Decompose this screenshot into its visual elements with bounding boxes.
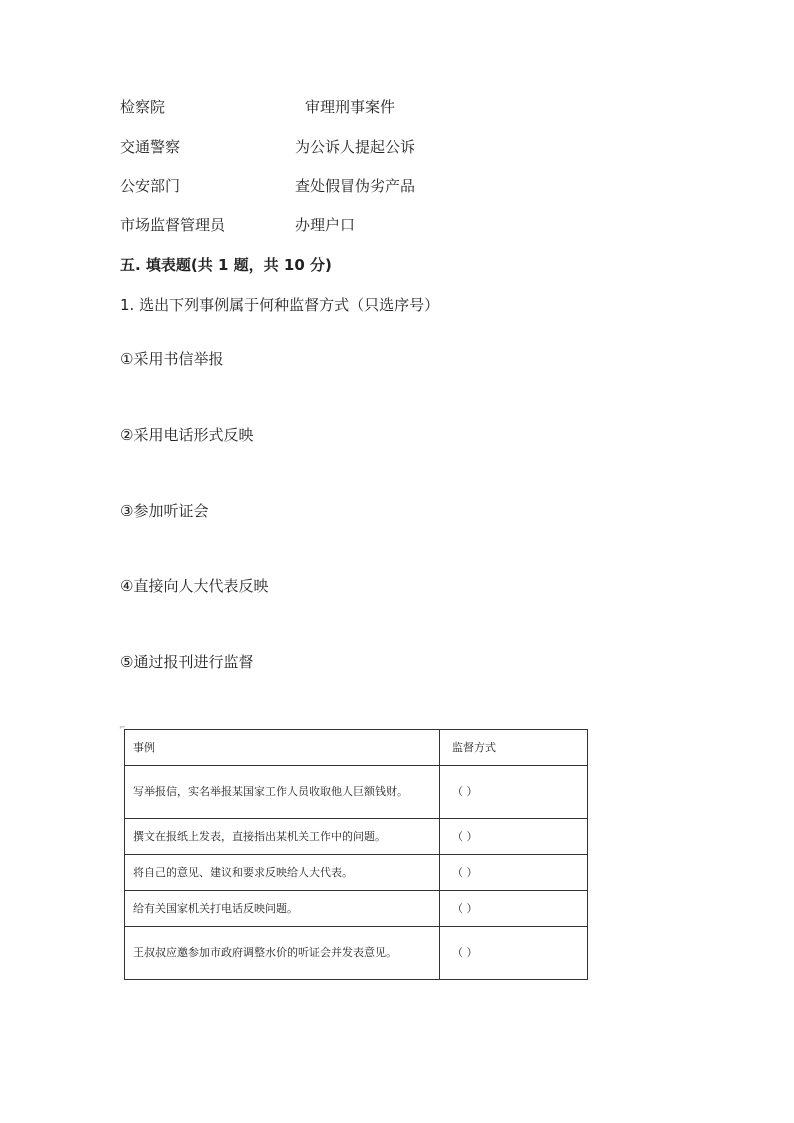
match-left-1: 检察院 <box>120 98 166 116</box>
supervision-table <box>124 729 588 980</box>
header-case: 事例 <box>125 730 440 766</box>
option-1: ①采用书信举报 <box>120 350 224 368</box>
table-anchor-mark: ⌐ <box>119 723 126 732</box>
match-right-3: 查处假冒伪劣产品 <box>295 177 416 195</box>
question-text: 1. 选出下列事例属于何种监督方式（只选序号） <box>120 296 440 314</box>
row-case: 撰文在报纸上发表，直接指出某机关工作中的问题。 <box>125 819 440 855</box>
answer-blank[interactable]: （ ） <box>440 855 588 891</box>
table-header-row <box>125 730 588 766</box>
match-right-4: 办理户口 <box>295 216 356 234</box>
header-method: 监督方式 <box>440 730 588 766</box>
table-row <box>125 927 588 980</box>
section-heading: 五. 填表题(共 1 题，共 10 分) <box>120 256 332 274</box>
answer-blank[interactable]: （ ） <box>440 927 588 980</box>
table-row <box>125 766 588 819</box>
row-case: 王叔叔应邀参加市政府调整水价的听证会并发表意见。 <box>125 927 440 980</box>
answer-blank[interactable]: （ ） <box>440 891 588 927</box>
match-right-1: 审理刑事案件 <box>305 98 396 116</box>
match-left-2: 交通警察 <box>120 138 181 156</box>
row-case: 将自己的意见、建议和要求反映给人大代表。 <box>125 855 440 891</box>
answer-blank[interactable]: （ ） <box>440 819 588 855</box>
option-4: ④直接向人大代表反映 <box>120 577 269 595</box>
answer-blank[interactable]: （ ） <box>440 766 588 819</box>
table-row <box>125 855 588 891</box>
option-5: ⑤通过报刊进行监督 <box>120 653 254 671</box>
option-3: ③参加听证会 <box>120 502 209 520</box>
match-left-3: 公安部门 <box>120 177 181 195</box>
table-row <box>125 891 588 927</box>
table-row <box>125 819 588 855</box>
match-right-2: 为公诉人提起公诉 <box>295 138 416 156</box>
match-left-4: 市场监督管理员 <box>120 216 226 234</box>
option-2: ②采用电话形式反映 <box>120 426 254 444</box>
row-case: 写举报信，实名举报某国家工作人员收取他人巨额钱财。 <box>125 766 440 819</box>
row-case: 给有关国家机关打电话反映问题。 <box>125 891 440 927</box>
